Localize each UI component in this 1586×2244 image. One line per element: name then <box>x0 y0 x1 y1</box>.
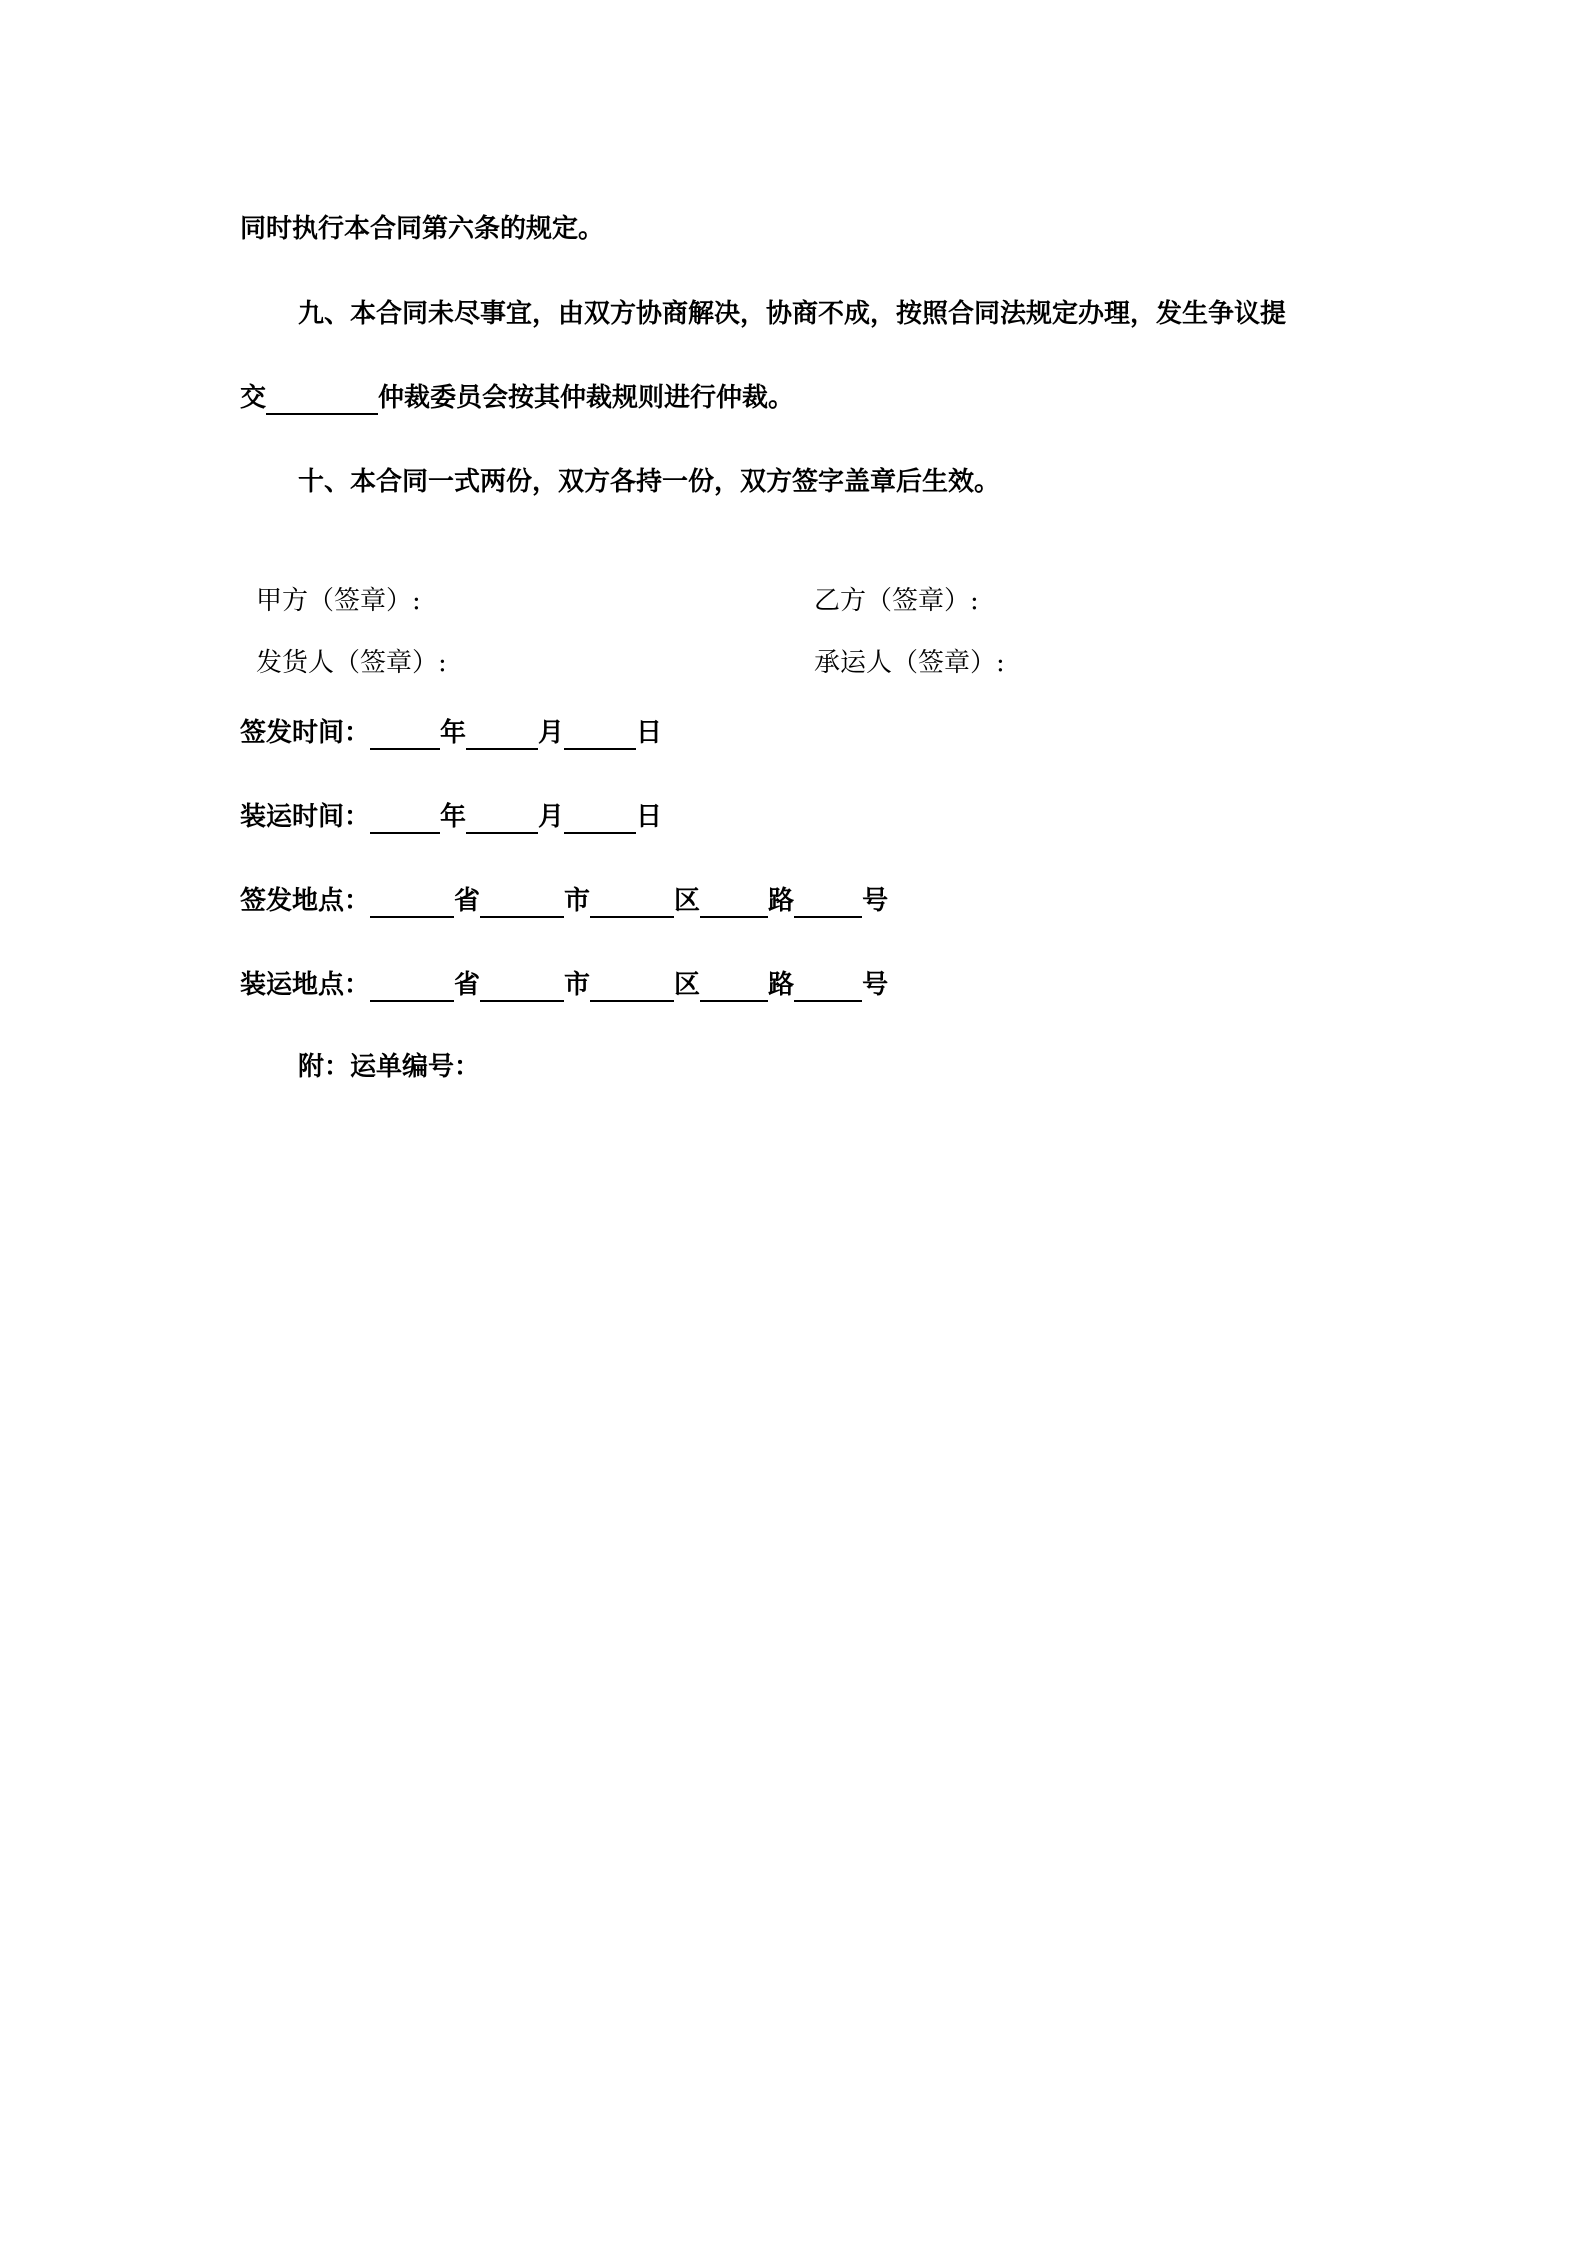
province-blank <box>370 886 454 918</box>
province-label: 省 <box>454 970 481 1000</box>
month-label: 月 <box>538 718 565 748</box>
day-blank <box>564 718 636 750</box>
day-blank <box>564 802 636 834</box>
clause-ten-text: 十、本合同一式两份，双方各持一份，双方签字盖章后生效。 <box>298 467 1001 497</box>
road-blank <box>700 886 768 918</box>
party-a-signature <box>256 584 421 618</box>
ship-place-row <box>240 968 888 1002</box>
shipper-signature <box>256 646 447 680</box>
carrier-label: 承运人（签章）: <box>814 648 1005 678</box>
district-blank <box>590 886 674 918</box>
road-label: 路 <box>768 970 795 1000</box>
issue-place-row <box>240 884 888 918</box>
clause-nine-suffix: 仲裁委员会按其仲裁规则进行仲裁。 <box>378 383 795 413</box>
clause-nine-prefix: 交 <box>240 383 267 413</box>
city-blank <box>480 970 564 1002</box>
clause-nine-line2 <box>240 381 794 415</box>
clause-nine-line1 <box>298 297 1286 331</box>
city-label: 市 <box>564 886 591 916</box>
city-label: 市 <box>564 970 591 1000</box>
issue-time-row <box>240 716 662 750</box>
attachment-label: 附：运单编号： <box>298 1052 481 1082</box>
paragraph-text: 同时执行本合同第六条的规定。 <box>240 214 605 244</box>
road-label: 路 <box>768 886 795 916</box>
paragraph-continuation <box>240 212 604 246</box>
day-label: 日 <box>636 802 663 832</box>
road-blank <box>700 970 768 1002</box>
ship-time-row <box>240 800 662 834</box>
city-blank <box>480 886 564 918</box>
year-label: 年 <box>440 802 467 832</box>
party-a-label: 甲方（签章）: <box>256 586 421 616</box>
number-label: 号 <box>862 886 889 916</box>
year-label: 年 <box>440 718 467 748</box>
day-label: 日 <box>636 718 663 748</box>
province-blank <box>370 970 454 1002</box>
party-b-label: 乙方（签章）: <box>814 586 979 616</box>
attachment-line <box>298 1050 480 1084</box>
district-blank <box>590 970 674 1002</box>
issue-time-label: 签发时间： <box>240 718 371 748</box>
number-blank <box>794 886 862 918</box>
month-label: 月 <box>538 802 565 832</box>
number-blank <box>794 970 862 1002</box>
shipper-label: 发货人（签章）: <box>256 648 447 678</box>
clause-nine-text: 九、本合同未尽事宜，由双方协商解决，协商不成，按照合同法规定办理，发生争议提 <box>298 299 1287 329</box>
number-label: 号 <box>862 970 889 1000</box>
district-label: 区 <box>674 886 701 916</box>
district-label: 区 <box>674 970 701 1000</box>
ship-place-label: 装运地点： <box>240 970 371 1000</box>
province-label: 省 <box>454 886 481 916</box>
month-blank <box>466 718 538 750</box>
arbitration-blank <box>266 383 378 415</box>
carrier-signature <box>814 646 1005 680</box>
year-blank <box>370 718 440 750</box>
month-blank <box>466 802 538 834</box>
ship-time-label: 装运时间： <box>240 802 371 832</box>
party-b-signature <box>814 584 979 618</box>
year-blank <box>370 802 440 834</box>
issue-place-label: 签发地点： <box>240 886 371 916</box>
clause-ten <box>298 465 1000 499</box>
